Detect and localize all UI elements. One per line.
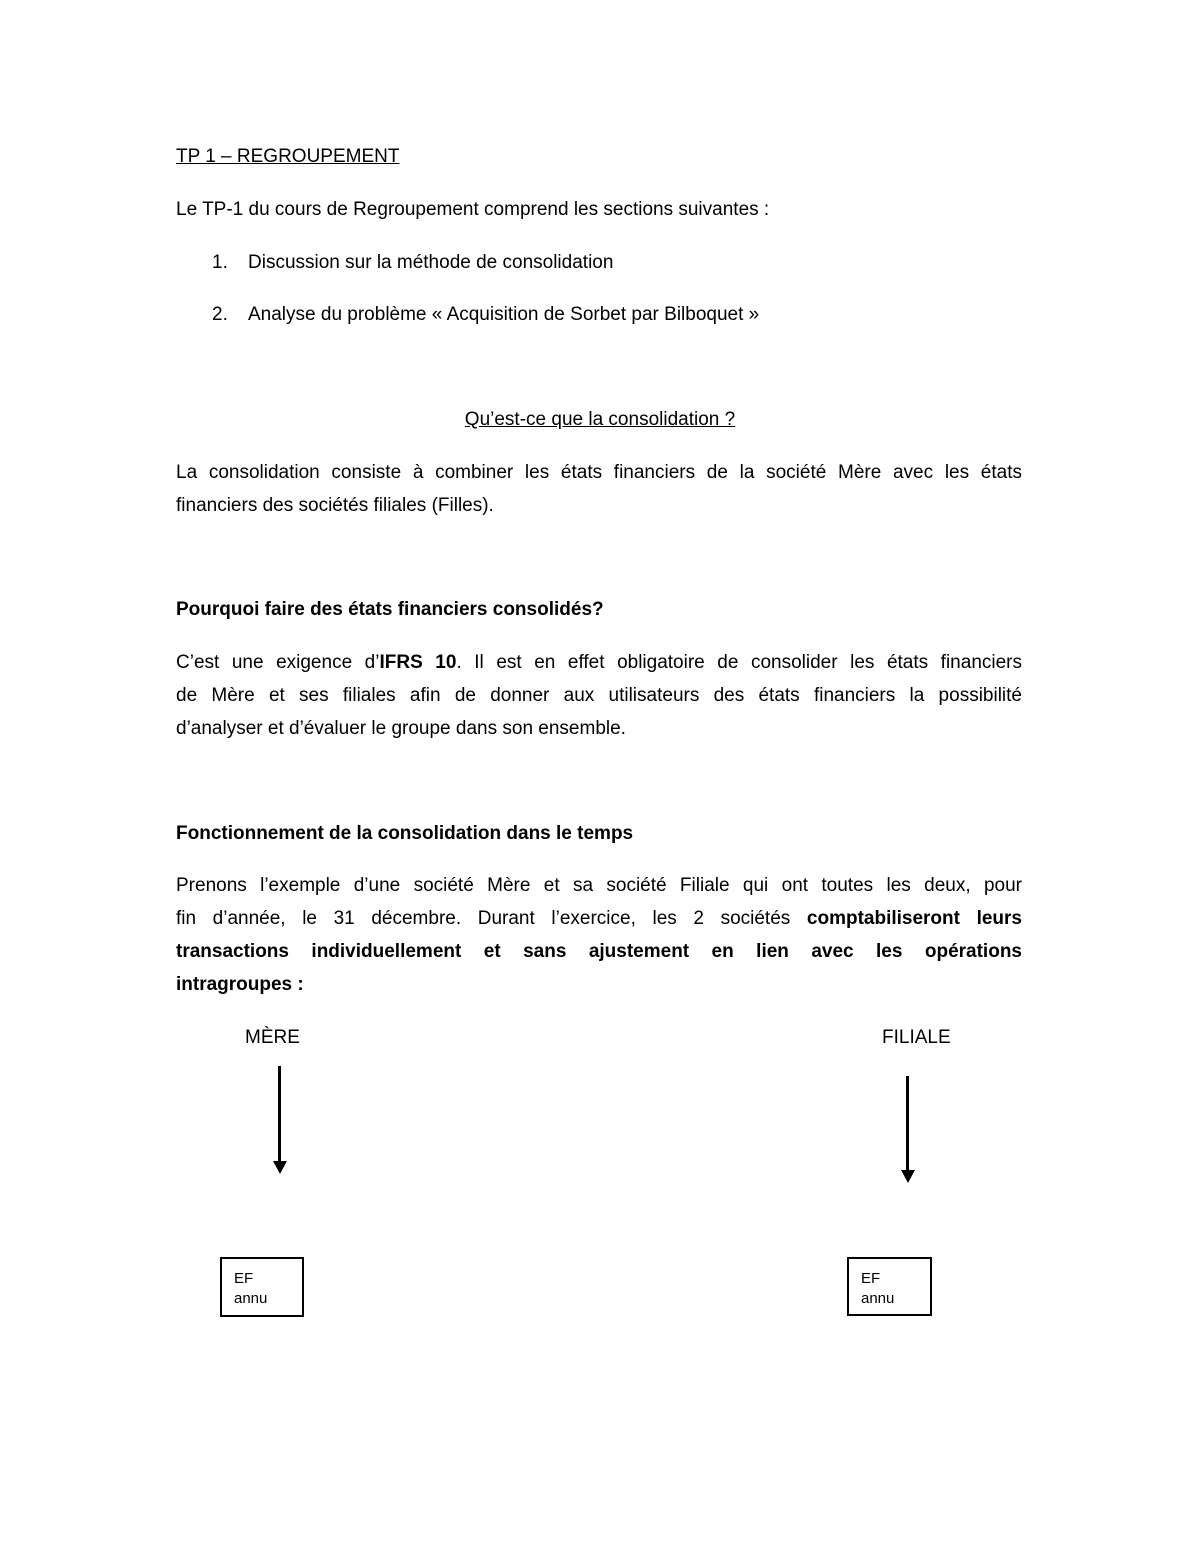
consolidation-line-2: financiers des sociétés filiales (Filles). <box>176 495 494 516</box>
ifrs-reference: IFRS 10 <box>379 652 457 673</box>
pourquoi-line-3: d’analyser et d’évaluer le groupe dans son ensemble. <box>176 718 626 739</box>
fonctionnement-heading: Fonctionnement de la consolidation dans le temps <box>176 823 634 844</box>
mere-arrow-head <box>273 1161 287 1174</box>
section-item-1-text: Discussion sur la méthode de consolidation <box>248 252 614 273</box>
fonctionnement-line-1: Prenons l’exemple d’une société Mère et sa société Filiale qui ont toutes les deux, pour <box>176 875 1022 896</box>
fonctionnement-line-2 <box>176 902 1022 935</box>
filiale-arrow-line <box>906 1076 909 1171</box>
consolidation-line-1: La consolidation consiste à combiner les états financiers de la société Mère avec les états <box>176 462 1022 483</box>
section-item-1-number: 1. <box>212 252 228 273</box>
fonctionnement-line-4: intragroupes : <box>176 974 304 995</box>
section-item-2-text: Analyse du problème « Acquisition de Sorbet par Bilboquet » <box>248 304 760 325</box>
pourquoi-paragraph <box>176 646 1022 745</box>
mere-arrow-line <box>278 1066 281 1162</box>
mere-ef-sub: annu <box>234 1290 268 1307</box>
mere-ef-label: EF <box>234 1270 254 1287</box>
consolidation-paragraph <box>176 456 1022 522</box>
filiale-ef-sub: annu <box>861 1290 895 1307</box>
section-item-1 <box>212 246 613 279</box>
fonctionnement-line-3: transactions individuellement et sans ajustement en lien avec les opérations <box>176 941 1022 962</box>
pourquoi-line-1a: C’est une exigence d’ <box>176 652 380 673</box>
filiale-arrow-head <box>901 1170 915 1183</box>
pourquoi-line-1c: . Il est en effet obligatoire de consolider les états financiers <box>456 652 1022 673</box>
mere-label: MÈRE <box>245 1027 300 1048</box>
filiale-label: FILIALE <box>882 1027 951 1048</box>
consolidation-heading: Qu’est-ce que la consolidation ? <box>464 409 736 430</box>
pourquoi-heading: Pourquoi faire des états financiers consolidés? <box>176 599 604 620</box>
section-item-2 <box>212 298 759 331</box>
filiale-ef-label: EF <box>861 1270 881 1287</box>
fonctionnement-paragraph <box>176 869 1022 1001</box>
fonctionnement-line-2a: fin d’année, le 31 décembre. Durant l’exercice, les 2 sociétés <box>176 908 807 929</box>
document-title: TP 1 – REGROUPEMENT <box>176 146 400 167</box>
mere-ef-box <box>220 1257 304 1317</box>
intro-paragraph: Le TP-1 du cours de Regroupement comprend les sections suivantes : <box>176 199 770 220</box>
fonctionnement-line-2b: comptabiliseront leurs <box>806 908 1022 929</box>
section-item-2-number: 2. <box>212 304 228 325</box>
pourquoi-line-2: de Mère et ses filiales afin de donner aux utilisateurs des états financiers la possibilité <box>176 685 1022 706</box>
filiale-ef-box <box>847 1257 932 1316</box>
pourquoi-line-1 <box>176 646 1022 679</box>
